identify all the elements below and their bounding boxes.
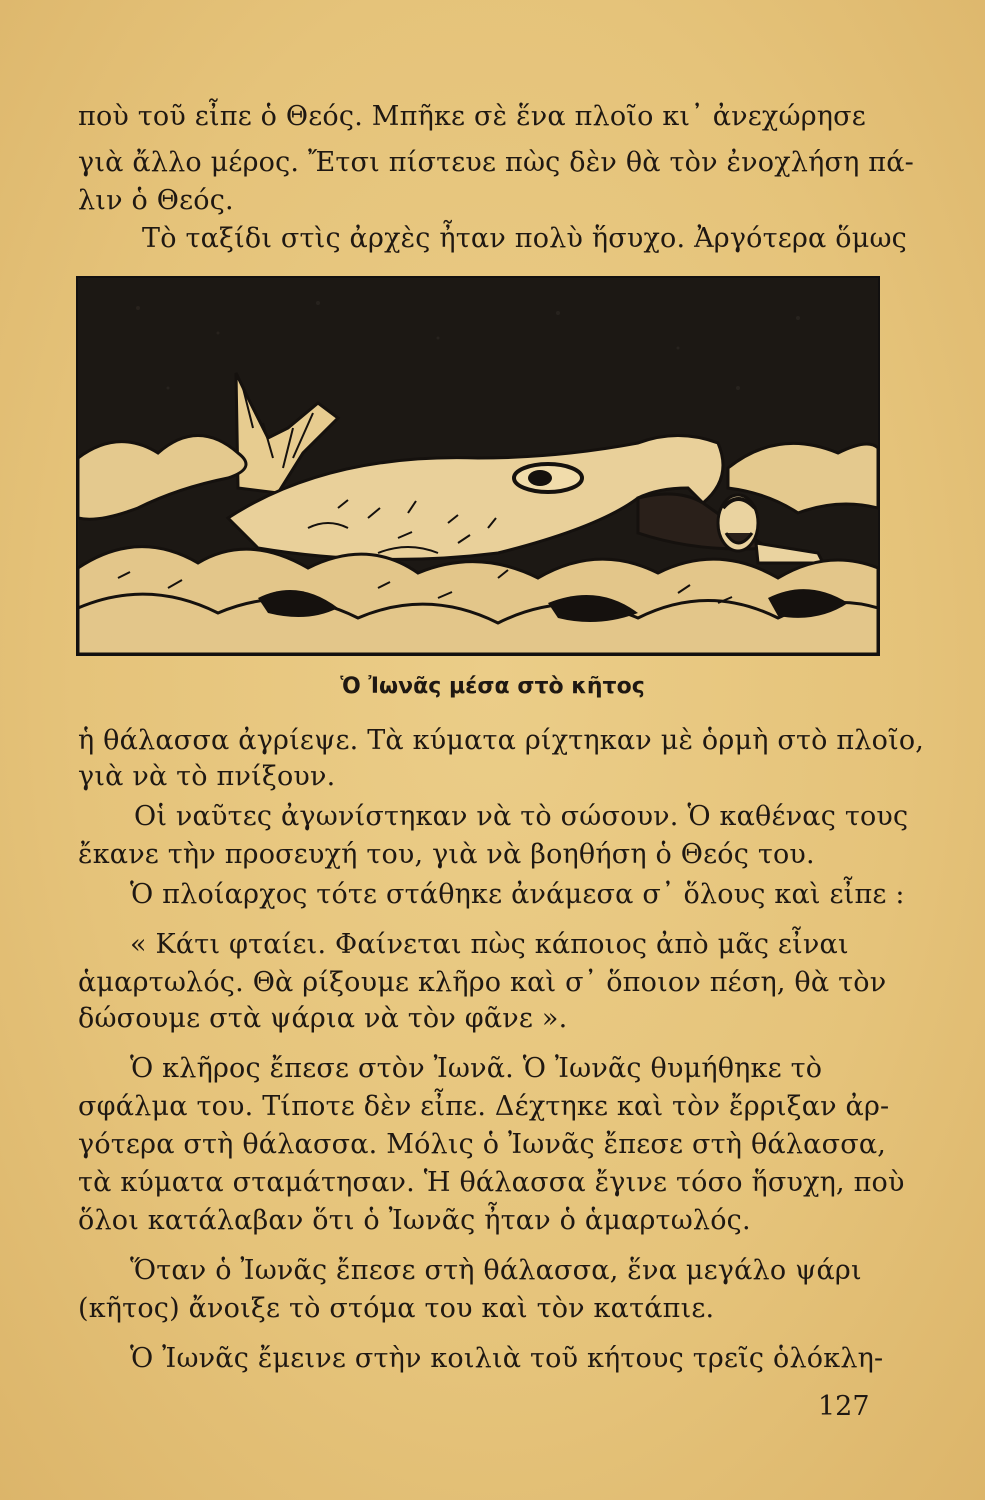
text-line: ἁμαρτωλός. Θὰ ρίξουμε κλῆρο καὶ σ᾿ ὅποιον πέση, θὰ τὸν	[78, 967, 887, 998]
text-line: ἔκανε τὴν προσευχή του, γιὰ νὰ βοηθήση ὁ Θεός του.	[78, 839, 815, 870]
text-line: λιν ὁ Θεός.	[78, 185, 234, 216]
whale-drawing	[78, 278, 878, 654]
text-line: γιὰ ἄλλο μέρος. Ἔτσι πίστευε πὼς δὲν θὰ τὸν ἐνοχλήση πά-	[78, 147, 914, 178]
text-line: Ὁ Ἰωνᾶς ἔμεινε στὴν κοιλιὰ τοῦ κήτους τρεῖς ὁλόκλη-	[130, 1343, 884, 1374]
text-line: σφάλμα του. Τίποτε δὲν εἶπε. Δέχτηκε καὶ τὸν ἔρριξαν ἀρ-	[78, 1091, 890, 1122]
page-number: 127	[818, 1391, 870, 1422]
figure-caption: Ὁ Ἰωνᾶς μέσα στὸ κῆτος	[340, 674, 645, 699]
text-line: γότερα στὴ θάλασσα. Μόλις ὁ Ἰωνᾶς ἔπεσε στὴ θάλασσα,	[78, 1129, 887, 1160]
text-line: Ὅταν ὁ Ἰωνᾶς ἔπεσε στὴ θάλασσα, ἕνα μεγάλο ψάρι	[130, 1255, 862, 1286]
text-line: « Κάτι φταίει. Φαίνεται πὼς κάποιος ἀπὸ μᾶς εἶναι	[130, 929, 849, 960]
text-line: ποὺ τοῦ εἶπε ὁ Θεός. Μπῆκε σὲ ἕνα πλοῖο κι᾿ ἀνεχώρησε	[78, 101, 866, 132]
text-line: Οἱ ναῦτες ἀγωνίστηκαν νὰ τὸ σώσουν. Ὁ καθένας τους	[134, 801, 909, 832]
artist-signature: Μ.Σ.	[88, 632, 122, 648]
illustration-jonah-whale	[76, 276, 880, 656]
text-line: ἡ θάλασσα ἀγρίεψε. Τὰ κύματα ρίχτηκαν μὲ ὁρμὴ στὸ πλοῖο,	[78, 725, 925, 756]
text-line: Ὁ πλοίαρχος τότε στάθηκε ἀνάμεσα σ᾿ ὅλους καὶ εἶπε :	[130, 879, 905, 910]
text-line: τὰ κύματα σταμάτησαν. Ἡ θάλασσα ἔγινε τόσο ἥσυχη, ποὺ	[78, 1167, 905, 1198]
text-line: δώσουμε στὰ ψάρια νὰ τὸν φᾶνε ».	[78, 1003, 568, 1034]
text-line: Τὸ ταξίδι στὶς ἀρχὲς ἦταν πολὺ ἥσυχο. Ἀργότερα ὅμως	[142, 223, 907, 254]
text-line: ὅλοι κατάλαβαν ὅτι ὁ Ἰωνᾶς ἦταν ὁ ἁμαρτωλός.	[78, 1205, 751, 1236]
text-line: Ὁ κλῆρος ἔπεσε στὸν Ἰωνᾶ. Ὁ Ἰωνᾶς θυμήθηκε τὸ	[130, 1053, 823, 1084]
text-line: γιὰ νὰ τὸ πνίξουν.	[78, 761, 336, 792]
text-line: (κῆτος) ἄνοιξε τὸ στόμα του καὶ τὸν κατάπιε.	[78, 1293, 715, 1324]
